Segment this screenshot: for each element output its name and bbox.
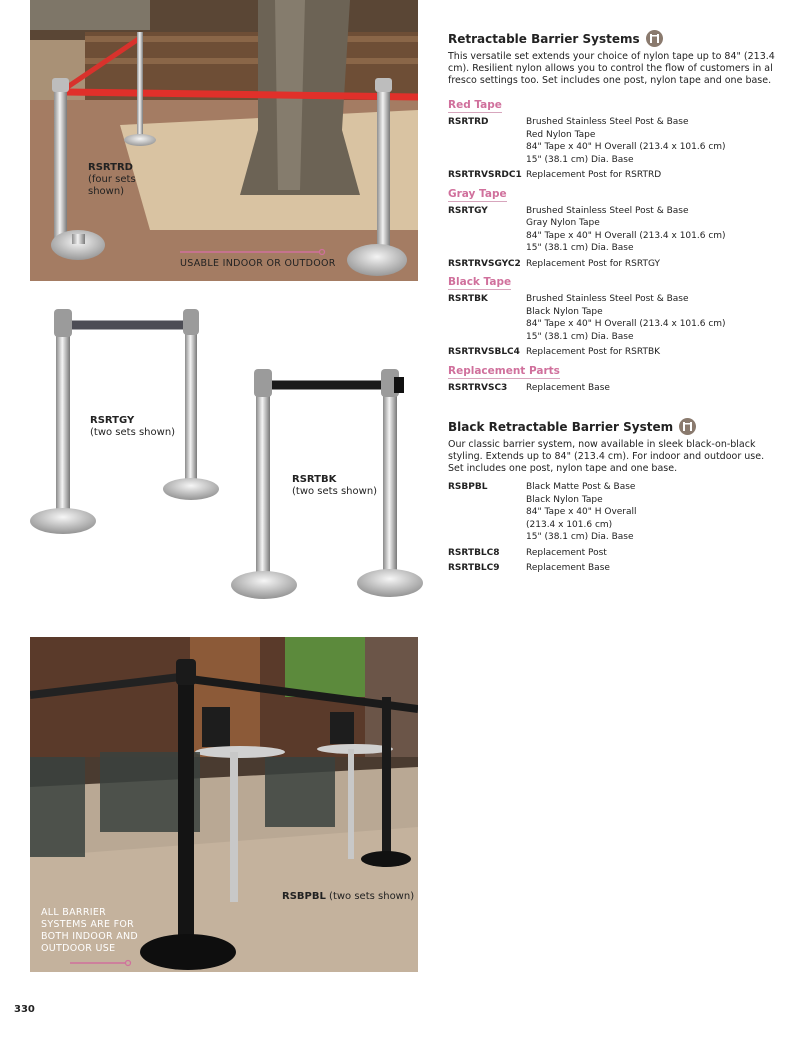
product-spec-column	[448, 30, 778, 575]
detail-line: 15" (38.1 cm) Dia. Base	[526, 154, 634, 165]
detail-line: Red Nylon Tape	[526, 129, 596, 140]
detail-line: 15" (38.1 cm) Dia. Base	[526, 243, 634, 253]
replacement-parts-list	[448, 382, 778, 395]
sku-details	[526, 481, 778, 544]
rsrtbk-sku-label: RSRTBK	[292, 474, 337, 485]
retractable-title-text: Retractable Barrier Systems	[448, 31, 640, 46]
detail-line: Replacement Post for RSRTBK	[526, 347, 661, 357]
sku-code: RSRTRD	[448, 117, 489, 127]
sku-code: RSRTBK	[448, 294, 488, 304]
detail-line: 84" Tape x 40" H Overall (213.4 x 101.6 cm)	[526, 319, 726, 329]
red-barrier-scene	[30, 0, 418, 281]
detail-line: (213.4 x 101.6 cm)	[526, 519, 613, 530]
detail-line: 84" Tape x 40" H Overall (213.4 x 101.6 cm)	[526, 230, 726, 241]
barrier-badge-icon	[646, 30, 663, 47]
rsrtrd-caption	[88, 162, 136, 198]
gray-tape-list	[448, 205, 778, 271]
sku-details	[526, 562, 778, 575]
black-tape-list	[448, 293, 778, 359]
rsrtrd-note-1: (four sets	[88, 174, 136, 185]
rsbpbl-note: (two sets shown)	[329, 891, 415, 902]
detail-line: Gray Nylon Tape	[526, 218, 600, 228]
detail-line: Brushed Stainless Steel Post & Base	[526, 294, 689, 304]
black-system-section-title	[448, 418, 778, 435]
sku-details	[526, 258, 778, 271]
sku-code: RSRTRVSBLC4	[448, 347, 520, 357]
rsrtgy-note: (two sets shown)	[90, 427, 176, 438]
spec-row	[448, 481, 778, 544]
detail-line: 15" (38.1 cm) Dia. Base	[526, 532, 634, 542]
usable-indoor-caption: USABLE INDOOR OR OUTDOOR	[180, 258, 336, 269]
all-barrier-line-1: ALL BARRIER	[41, 907, 107, 918]
red-tape-list	[448, 116, 778, 182]
retractable-section-title	[448, 30, 778, 47]
spec-row	[448, 346, 778, 359]
all-barrier-line-2: SYSTEMS ARE FOR	[41, 919, 135, 930]
barrier-badge-icon	[679, 418, 696, 435]
page-number: 330	[14, 1004, 35, 1015]
black-system-title-text: Black Retractable Barrier System	[448, 419, 674, 434]
detail-line: Black Nylon Tape	[526, 306, 603, 317]
spec-row	[448, 116, 778, 166]
sku-code: RSRTBLC9	[448, 563, 500, 573]
detail-line: 84" Tape x 40" H Overall (213.4 x 101.6 cm)	[526, 142, 726, 152]
sku-code: RSRTGY	[448, 205, 488, 216]
sku-details	[526, 382, 778, 395]
rsrtgy-caption	[90, 415, 175, 439]
detail-line: 15" (38.1 cm) Dia. Base	[526, 331, 634, 342]
sku-details	[526, 346, 778, 359]
sku-code: RSRTRVSC3	[448, 382, 508, 393]
detail-line: Replacement Base	[526, 563, 610, 573]
sku-details	[526, 169, 778, 182]
rsbpbl-caption	[282, 891, 414, 903]
detail-line: Black Matte Post & Base	[526, 482, 636, 492]
detail-line: Replacement Post for RSRTRD	[526, 170, 662, 180]
black-system-list	[448, 481, 778, 575]
sku-code: RSRTBLC8	[448, 547, 500, 558]
black-system-description: Our classic barrier system, now available in sleek black-on-black styling. Extends up to 84" (213.4 cm). For indoor and outdoor use. Set includes one post, nylon tape and one base.	[448, 439, 765, 474]
detail-line: Replacement Post	[526, 547, 607, 558]
sku-code: RSRTRVSRDC1	[448, 170, 522, 180]
red-tape-heading: Red Tape	[448, 99, 502, 111]
rsbpbl-sku-label: RSBPBL	[282, 891, 326, 902]
detail-line: Brushed Stainless Steel Post & Base	[526, 205, 689, 216]
all-barrier-line-4: OUTDOOR USE	[41, 943, 116, 954]
retractable-description: This versatile set extends your choice of nylon tape up to 84" (213.4 cm). Resilient nylon allows you to control the flow of customers in al fresco settings too. Set includes one post, nylon tape and one base.	[448, 51, 775, 86]
sku-code: RSRTRVSGYC2	[448, 258, 521, 269]
sku-code: RSBPBL	[448, 482, 488, 492]
all-barrier-caption	[41, 907, 138, 955]
gray-tape-heading: Gray Tape	[448, 187, 507, 200]
detail-line: Replacement Base	[526, 382, 610, 393]
sku-details	[526, 293, 778, 343]
rsrtrd-sku-label: RSRTRD	[88, 162, 133, 173]
rsrtbk-note: (two sets shown)	[292, 486, 378, 497]
black-tape-heading: Black Tape	[448, 276, 512, 288]
rsrtgy-sku-label: RSRTGY	[90, 415, 135, 426]
detail-line: 84" Tape x 40" H Overall	[526, 507, 637, 517]
spec-row	[448, 382, 778, 395]
sku-details	[526, 205, 778, 255]
rsrtrd-note-2: shown)	[88, 186, 125, 197]
detail-line: Black Nylon Tape	[526, 494, 603, 505]
all-barrier-line-3: BOTH INDOOR AND	[41, 931, 139, 942]
spec-row	[448, 169, 778, 182]
replacement-parts-heading: Replacement Parts	[448, 364, 560, 377]
spec-row	[448, 547, 778, 560]
sku-details	[526, 547, 778, 560]
spec-row	[448, 293, 778, 343]
detail-line: Replacement Post for RSRTGY	[526, 258, 661, 269]
rsrtbk-caption	[292, 474, 377, 498]
spec-row	[448, 562, 778, 575]
detail-line: Brushed Stainless Steel Post & Base	[526, 117, 689, 127]
red-barrier-photo	[30, 0, 418, 281]
spec-row	[448, 258, 778, 271]
sku-details	[526, 116, 778, 166]
spec-row	[448, 205, 778, 255]
